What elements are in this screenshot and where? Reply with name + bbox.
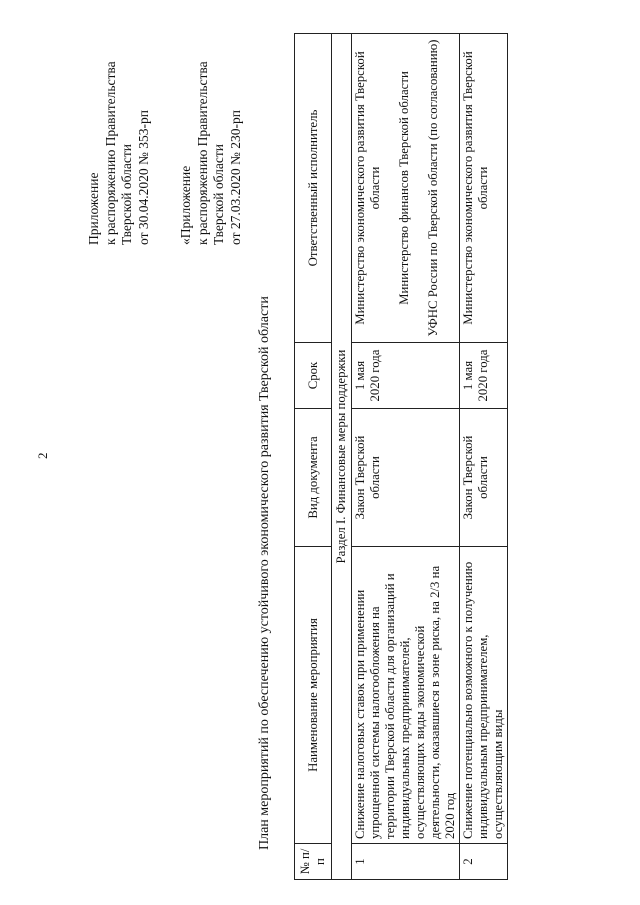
appendix-line: Тверской области <box>119 144 134 245</box>
row-num: 2 <box>460 844 508 880</box>
executor: Министерство экономического развития Тверской области <box>461 51 490 325</box>
executor: УФНС России по Тверской области (по согласованию) <box>426 39 440 337</box>
measures-table <box>294 33 508 880</box>
header-executor: Ответственный исполнитель <box>295 34 332 343</box>
appendix-line: к распоряжению Правительства <box>102 61 118 245</box>
row-executors <box>352 34 460 343</box>
appendix-line: Приложение <box>86 172 101 245</box>
section-title: Раздел I. Финансовые меры поддержки <box>332 34 352 880</box>
appendix-line: «Приложение <box>178 165 193 245</box>
table-header-row <box>295 34 332 880</box>
appendix-heading-previous <box>178 61 244 245</box>
row-doc: Закон Тверской области <box>460 409 508 547</box>
plan-title: План мероприятий по обеспечению устойчивого экономического развития Тверской области <box>257 296 272 850</box>
row-term: 1 мая 2020 года <box>352 343 460 409</box>
row-executors <box>460 34 508 343</box>
executor: Министерство финансов Тверской области <box>397 71 411 305</box>
appendix-line: Тверской области <box>211 144 226 245</box>
row-name: Снижение налоговых ставок при применении упрощенной системы налогообложения на территории Тверской области для организаций и индивидуальных предпринимателей, осуществляющих виды экономической деятельности, оказавшиеся в зоне риска, на 2/3 на 2020 год <box>352 547 460 844</box>
header-name: Наименование мероприятия <box>295 547 332 844</box>
row-doc: Закон Тверской области <box>352 409 460 547</box>
row-num: 1 <box>352 844 460 880</box>
table-row <box>352 34 460 880</box>
appendix-line: от 30.04.2020 № 353-рп <box>135 110 151 245</box>
appendix-line: к распоряжению Правительства <box>194 61 210 245</box>
appendix-line: от 27.03.2020 № 230-рп <box>227 110 243 245</box>
header-term: Срок <box>295 343 332 409</box>
row-term: 1 мая 2020 года <box>460 343 508 409</box>
row-name: Снижение потенциально возможного к получению индивидуальным предпринимателем, осуществляющим виды <box>460 547 508 844</box>
page-number: 2 <box>35 452 50 459</box>
table-row <box>460 34 508 880</box>
executor: Министерство экономического развития Тверской области <box>353 51 382 325</box>
header-num: № п/п <box>295 844 332 880</box>
section-row <box>332 34 352 880</box>
header-doc: Вид документа <box>295 409 332 547</box>
appendix-heading-current <box>86 61 152 245</box>
